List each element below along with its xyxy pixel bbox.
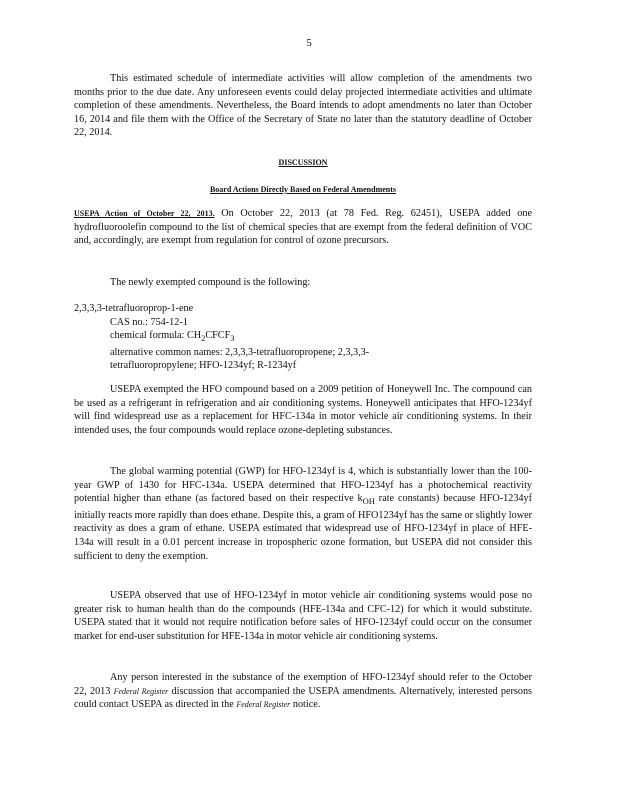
discussion-heading-text: DISCUSSION <box>278 158 328 167</box>
gwp-text-1: The global warming potential (GWP) for HFO-1234yf is 4, which is substantially lower than the 100-year GWP of 1430 for HFC-134a. USEPA determined that HFO-1234yf has a photochemical reactivity potential higher than ethane (as factored based on their respective k <box>74 466 532 505</box>
compound-name: 2,3,3,3-tetrafluoroprop-1-ene <box>74 303 194 314</box>
exempted-paragraph: USEPA exempted the HFO compound based on a 2009 petition of Honeywell Inc. The compound can be used as a refrigerant in refrigeration and air conditioning systems. Honeywell anticipates that HFO-1234yf will find widespread use as a replacement for HFC-134a in motor vehicle air conditioning systems. In their intended uses, the four compounds would replace ozone-depleting substances. <box>74 384 532 436</box>
compound-cas: CAS no.: 754-12-1 <box>110 316 188 328</box>
compound-alt-names-1: alternative common names: 2,3,3,3-tetrafluoropropene; 2,3,3,3- <box>110 346 370 358</box>
compound-alt-names-2: tetrafluoropropylene; HFO-1234yf; R-1234yf <box>110 360 297 372</box>
compound-block <box>74 302 532 373</box>
discussion-heading <box>74 156 532 170</box>
subheading-text: Board Actions Directly Based on Federal Amendments <box>209 185 397 194</box>
formula-prefix: chemical formula: CH <box>110 330 202 342</box>
compound-formula <box>74 329 532 346</box>
usepa-action-text: On October 22, 2013 (at 78 Fed. Reg. 62451), USEPA added one hydrofluoroolefin compound to the list of chemical species that are exempt from the federal definition of VOC and, accordingly, are exempt from regulation for control of ozone precursors. <box>74 208 533 247</box>
usepa-action-paragraph <box>74 207 532 248</box>
schedule-paragraph: This estimated schedule of intermediate activities will allow completion of the amendments two months prior to the due date. Any unforeseen events could delay projected intermediate activities and ultimate completion of these amendments. Nevertheless, the Board intends to adopt amendments no later than October 16, 2014 and file them with the Office of the Secretary of State no later than the statutory deadline of October 22, 2014. <box>74 73 532 139</box>
newly-exempted-intro: The newly exempted compound is the following: <box>110 277 311 288</box>
usepa-action-label: USEPA Action of October 22, 2013. <box>74 209 215 218</box>
page-number: 5 <box>306 37 312 49</box>
federal-register-ref-2: Federal Register <box>236 700 291 710</box>
final-text-1: Any person interested in the substance of the exemption of HFO-1234yf should refer to the October 22, 2013 <box>74 672 532 697</box>
formula-sub-2: 3 <box>230 333 235 344</box>
gwp-text-2: rate constants) because HFO-1234yf initially reacts more rapidly than does ethane. Despite this, a gram of HFO1234yf has the same or slightly lower reactivity as does a gram of ethane. USEPA estimated that widespread use of HFO-1234yf in place of HFE-134a will result in a 0.01 percent increase in tropospheric ozone formation, but USEPA did not consider this sufficient to deny the exemption. <box>74 493 532 562</box>
federal-register-ref-1: Federal Register <box>113 686 169 696</box>
final-text-2: discussion that accompanied the USEPA amendments. Alternatively, interested persons could contact USEPA as directed in the <box>74 685 533 711</box>
formula-mid: CFCF <box>205 330 231 342</box>
gwp-paragraph <box>74 465 532 563</box>
formula-sub-1: 2 <box>201 333 206 344</box>
final-paragraph <box>74 671 532 712</box>
gwp-sub: OH <box>362 496 375 507</box>
observed-paragraph: USEPA observed that use of HFO-1234yf in motor vehicle air conditioning systems would pose no greater risk to human health than do the compounds (HFE-134a and CFC-12) for which it would substitute. USEPA stated that it would not require notification before sales of HFO-1234yf could occur on the consumer market for end-user substitution for HFE-134a in motor vehicle air conditioning systems. <box>74 590 532 642</box>
subheading <box>74 183 532 197</box>
final-text-3: notice. <box>290 699 321 711</box>
